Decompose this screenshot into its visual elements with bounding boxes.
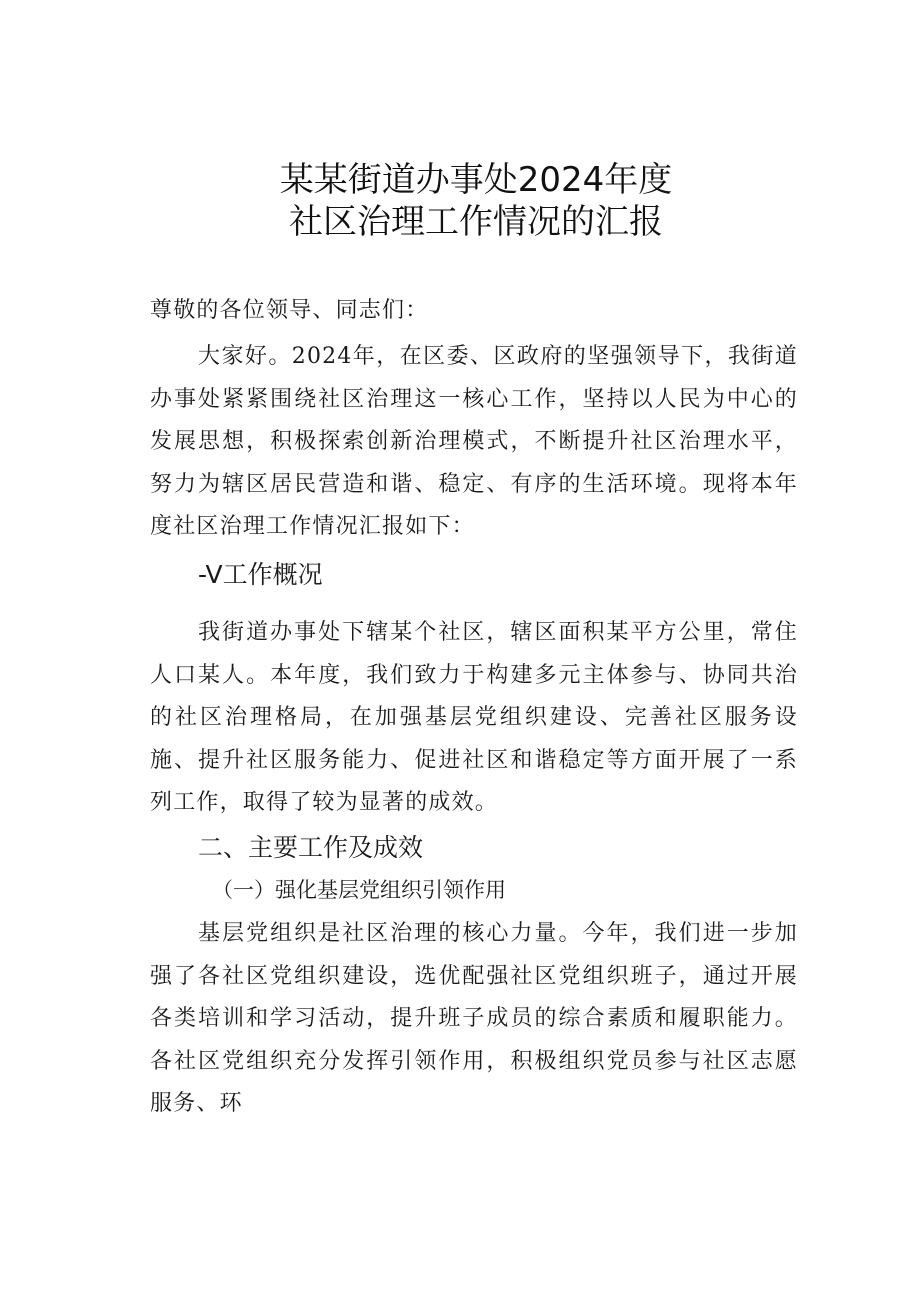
section-heading-overview: -V工作概况 bbox=[198, 560, 323, 589]
paragraph-party: 基层党组织是社区治理的核心力量。今年，我们进一步加强了各社区党组织建设，选优配强社区党组织班子，通过开展各类培训和学习活动，提升班子成员的综合素质和履职能力。各社区党组织充分发挥引领作用，积极组织党员参与社区志愿服务、环 bbox=[150, 921, 798, 1116]
section-heading-main-work: 二、主要工作及成效 bbox=[198, 833, 424, 862]
paragraph-intro: 大家好。2024年，在区委、区政府的坚强领导下，我街道办事处紧紧围绕社区治理这一核心工作，坚持以人民为中心的发展思想，积极探索创新治理模式，不断提升社区治理水平，努力为辖区居民营造和谐、稳定、有序的生活环境。现将本年度社区治理工作情况汇报如下： bbox=[150, 344, 798, 539]
salutation: 尊敬的各位领导、同志们： bbox=[150, 298, 429, 323]
paragraph-overview: 我街道办事处下辖某个社区，辖区面积某平方公里，常住人口某人。本年度，我们致力于构建多元主体参与、协同共治的社区治理格局，在加强基层党组织建设、完善社区服务设施、提升社区服务能力、促进社区和谐稳定等方面开展了一系列工作，取得了较为显著的成效。 bbox=[150, 620, 798, 815]
document-title-line-2: 社区治理工作情况的汇报 bbox=[289, 202, 663, 242]
subsection-heading-party: （一）强化基层党组织引领作用 bbox=[212, 878, 506, 902]
document-title-line-1: 某某街道办事处2024年度 bbox=[279, 160, 673, 200]
